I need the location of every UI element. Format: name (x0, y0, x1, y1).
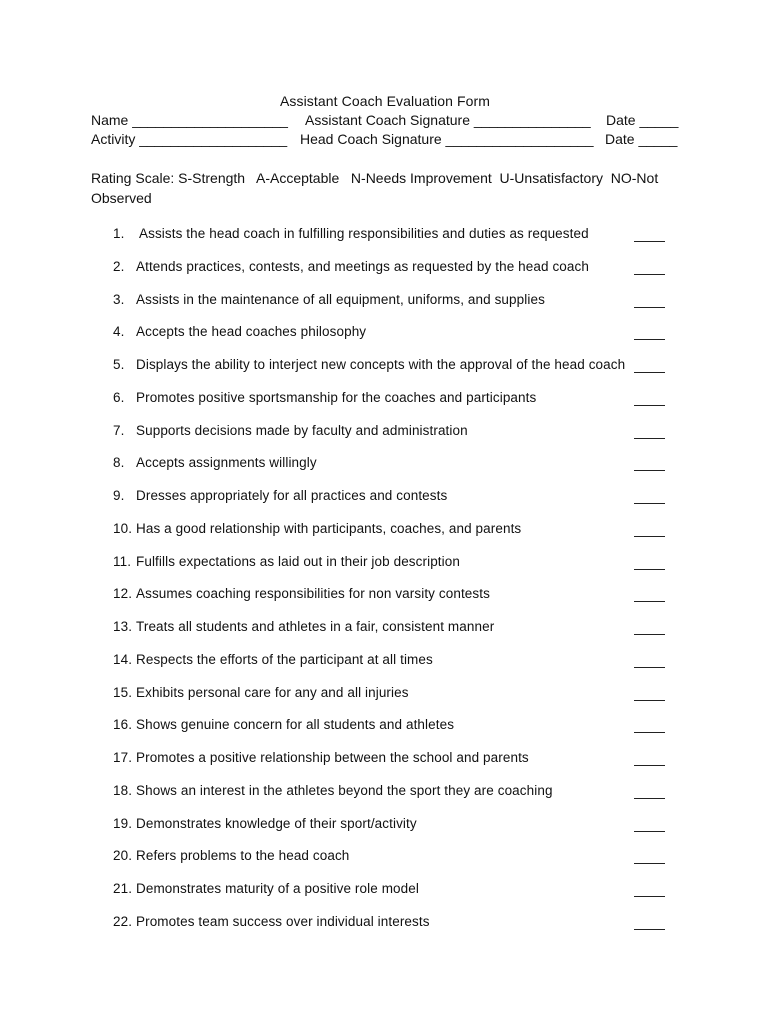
rating-scale: Rating Scale: S-Strength A-Acceptable N-Needs Improvement U-Unsatisfactory NO-Not Observed (91, 170, 659, 206)
item-number: 14. (113, 652, 133, 667)
item-text: Assumes coaching responsibilities for non varsity contests (136, 586, 490, 601)
item-number: 1. (113, 226, 125, 241)
evaluation-item (113, 783, 673, 798)
form-title: Assistant Coach Evaluation Form (279, 93, 491, 109)
item-text: Accepts assignments willingly (136, 455, 317, 470)
item-text: Demonstrates maturity of a positive role model (136, 881, 419, 896)
item-number: 19. (113, 816, 133, 831)
item-text: Exhibits personal care for any and all injuries (136, 685, 409, 700)
item-text: Treats all students and athletes in a fair, consistent manner (136, 619, 495, 634)
item-text: Attends practices, contests, and meetings as requested by the head coach (136, 259, 589, 274)
evaluation-item (113, 521, 673, 536)
item-number: 20. (113, 848, 133, 863)
rating-blank[interactable] (634, 634, 665, 635)
rating-blank[interactable] (634, 601, 665, 602)
evaluation-item (113, 914, 673, 929)
item-text: Promotes positive sportsmanship for the coaches and participants (136, 390, 537, 405)
item-number: 22. (113, 914, 133, 929)
evaluation-item (113, 881, 673, 896)
activity-field[interactable]: Activity ___________________ (91, 131, 288, 147)
item-number: 2. (113, 259, 125, 274)
item-number: 4. (113, 324, 125, 339)
item-number: 3. (113, 292, 125, 307)
item-number: 17. (113, 750, 133, 765)
rating-blank[interactable] (634, 470, 665, 471)
evaluation-item (113, 816, 673, 831)
evaluation-item (113, 554, 673, 569)
head-coach-signature-field[interactable]: Head Coach Signature ___________________ (300, 131, 594, 147)
item-number: 10. (113, 521, 133, 536)
rating-blank[interactable] (634, 667, 665, 668)
assistant-coach-signature-field[interactable]: Assistant Coach Signature _______________ (305, 112, 591, 128)
item-number: 11. (113, 554, 132, 569)
evaluation-item (113, 324, 673, 339)
rating-blank[interactable] (634, 405, 665, 406)
evaluation-item (113, 488, 673, 503)
item-number: 9. (113, 488, 125, 503)
rating-blank[interactable] (634, 569, 665, 570)
evaluation-item (113, 357, 673, 372)
date-field-2[interactable]: Date _____ (605, 131, 678, 147)
rating-blank[interactable] (634, 339, 665, 340)
evaluation-item (113, 226, 673, 241)
rating-blank[interactable] (634, 798, 665, 799)
item-number: 16. (113, 717, 133, 732)
evaluation-item (113, 292, 673, 307)
item-text: Respects the efforts of the participant at all times (136, 652, 433, 667)
rating-blank[interactable] (634, 241, 665, 242)
item-text: Promotes team success over individual interests (136, 914, 430, 929)
item-number: 18. (113, 783, 133, 798)
item-number: 15. (113, 685, 133, 700)
name-field[interactable]: Name ____________________ (91, 112, 288, 128)
rating-blank[interactable] (634, 831, 665, 832)
item-text: Has a good relationship with participants, coaches, and parents (136, 521, 522, 536)
item-text: Fulfills expectations as laid out in their job description (136, 554, 460, 569)
item-number: 5. (113, 357, 125, 372)
item-text: Shows genuine concern for all students and athletes (136, 717, 455, 732)
item-text: Demonstrates knowledge of their sport/activity (136, 816, 417, 831)
item-text: Refers problems to the head coach (136, 848, 350, 863)
evaluation-item (113, 390, 673, 405)
date-field-1[interactable]: Date _____ (606, 112, 679, 128)
rating-blank[interactable] (634, 700, 665, 701)
rating-blank[interactable] (634, 274, 665, 275)
evaluation-item (113, 848, 673, 863)
item-text: Supports decisions made by faculty and administration (136, 423, 468, 438)
rating-blank[interactable] (634, 732, 665, 733)
evaluation-item (113, 259, 673, 274)
evaluation-item (113, 685, 673, 700)
item-number: 21. (113, 881, 133, 896)
item-text: Assists the head coach in fulfilling responsibilities and duties as requested (139, 226, 589, 241)
item-text: Promotes a positive relationship between the school and parents (136, 750, 529, 765)
rating-blank[interactable] (634, 307, 665, 308)
item-number: 7. (113, 423, 125, 438)
evaluation-item (113, 652, 673, 667)
item-number: 12. (113, 586, 133, 601)
rating-blank[interactable] (634, 503, 665, 504)
rating-blank[interactable] (634, 536, 665, 537)
evaluation-item (113, 423, 673, 438)
rating-blank[interactable] (634, 438, 665, 439)
item-number: 13. (113, 619, 133, 634)
evaluation-item (113, 455, 673, 470)
evaluation-item (113, 717, 673, 732)
evaluation-item (113, 750, 673, 765)
rating-blank[interactable] (634, 896, 665, 897)
rating-blank[interactable] (634, 372, 665, 373)
item-text: Shows an interest in the athletes beyond the sport they are coaching (136, 783, 553, 798)
item-text: Displays the ability to interject new concepts with the approval of the head coach (136, 357, 626, 372)
item-text: Assists in the maintenance of all equipment, uniforms, and supplies (136, 292, 545, 307)
evaluation-item (113, 619, 673, 634)
rating-blank[interactable] (634, 929, 665, 930)
item-number: 6. (113, 390, 125, 405)
item-text: Dresses appropriately for all practices and contests (136, 488, 448, 503)
rating-blank[interactable] (634, 863, 665, 864)
item-text: Accepts the head coaches philosophy (136, 324, 367, 339)
rating-blank[interactable] (634, 765, 665, 766)
item-number: 8. (113, 455, 125, 470)
evaluation-item (113, 586, 673, 601)
